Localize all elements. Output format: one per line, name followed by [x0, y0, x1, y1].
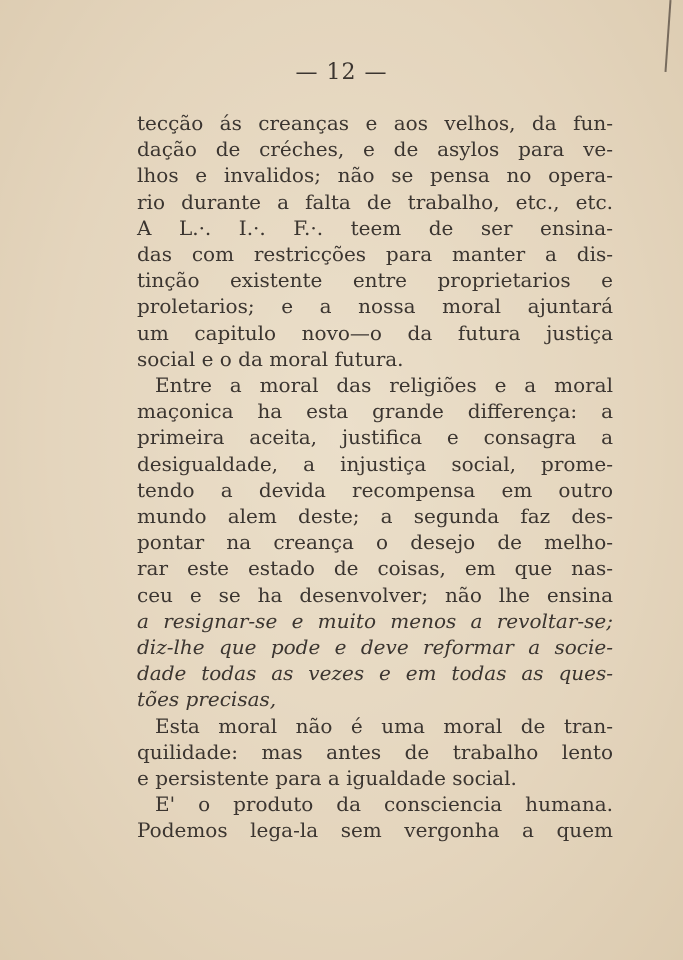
- text-line: dação de créches, e de asylos para ve-: [137, 137, 613, 162]
- text-line: proletarios; e a nossa moral ajuntará: [137, 294, 613, 319]
- text-line: desigualdade, a injustiça social, prome-: [137, 451, 613, 476]
- text-line: mundo alem deste; a segunda faz des-: [137, 504, 613, 528]
- text-line: das com restricções para manter a dis-: [137, 242, 613, 266]
- text-line: rio durante a falta de trabalho, etc., etc.: [137, 189, 613, 214]
- text-line: rar este estado de coisas, em que nas-: [137, 556, 613, 581]
- text-line: lhos e invalidos; não se pensa no opera-: [137, 163, 613, 188]
- text-line: tinção existente entre proprietarios e: [137, 268, 613, 293]
- text-line: Entre a moral das religiões e a moral: [155, 373, 613, 397]
- text-line: a resignar-se e muito menos a revoltar-se;: [137, 608, 613, 633]
- text-line: quilidade: mas antes de trabalho lento: [137, 739, 613, 764]
- text-line: social e o da moral futura.: [137, 346, 404, 371]
- text-line: Podemos lega-la sem vergonha a quem: [137, 818, 613, 843]
- text-line: tecção ás creanças e aos velhos, da fun-: [137, 111, 613, 135]
- text-line: tendo a devida recompensa em outro: [137, 477, 613, 502]
- text-line: primeira aceita, justifica e consagra a: [137, 425, 613, 450]
- page-number: — 12 —: [295, 60, 388, 85]
- text-line: dade todas as vezes e em todas as ques-: [137, 661, 613, 686]
- text-line: um capitulo novo—o da futura justiça: [137, 320, 613, 345]
- text-line: pontar na creança o desejo de melho-: [137, 530, 613, 555]
- text-line: tões precisas,: [137, 687, 277, 712]
- text-line: diz-lhe que pode e deve reformar a socie-: [137, 635, 613, 659]
- text-line: A L.·. I.·. F.·. teem de ser ensina-: [137, 215, 613, 240]
- text-line: maçonica ha esta grande differença: a: [137, 399, 613, 424]
- text-line: Esta moral não é uma moral de tran-: [155, 713, 613, 738]
- text-line: E' o produto da consciencia humana.: [155, 792, 613, 817]
- text-line: ceu e se ha desenvolver; não lhe ensina: [137, 582, 613, 607]
- text-line: e persistente para a igualdade social.: [137, 766, 517, 790]
